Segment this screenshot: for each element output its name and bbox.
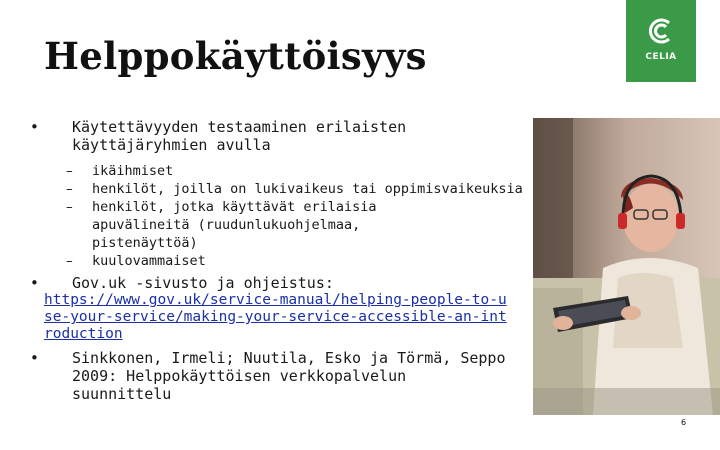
dash-icon: – xyxy=(66,199,73,215)
sub-item xyxy=(30,162,530,180)
slide-content xyxy=(30,118,530,403)
sub-item xyxy=(30,252,530,270)
slide-title: Helppokäyttöisyys xyxy=(44,34,427,78)
bullet-icon: • xyxy=(30,118,39,136)
bullet-icon: • xyxy=(30,274,39,292)
sub-item-text: henkilöt, jotka käyttävät erilaisia apuvälineitä (ruudunlukuohjelmaa, pistenäyttöä) xyxy=(92,199,377,251)
gov-uk-link[interactable]: https://www.gov.uk/service-manual/helping-people-to-use-your-service/making-your-service-accessible-an-introduction xyxy=(44,292,507,342)
bullet-item xyxy=(30,118,452,154)
page-number: 6 xyxy=(681,418,687,427)
sub-item-text: henkilöt, joilla on lukivaikeus tai oppimisvaikeuksia xyxy=(92,181,523,197)
photo-elderly-woman-with-tablet xyxy=(533,118,720,415)
bullet-item xyxy=(30,349,512,403)
celia-logo[interactable] xyxy=(626,0,696,82)
bullet-item xyxy=(30,274,530,292)
dash-icon: – xyxy=(66,253,73,269)
dash-icon: – xyxy=(66,181,73,197)
sub-item-text: ikäihmiset xyxy=(92,163,174,179)
bullet-text: Käytettävyyden testaaminen erilaisten käyttäjäryhmien avulla xyxy=(72,118,407,154)
bullet-text: Gov.uk -sivusto ja ohjeistus: xyxy=(72,274,334,292)
sub-item-text: kuulovammaiset xyxy=(92,253,206,269)
dash-icon: – xyxy=(66,163,73,179)
sub-item xyxy=(30,198,462,252)
bullet-text: Sinkkonen, Irmeli; Nuutila, Esko ja Törmä, Seppo 2009: Helppokäyttöisen verkkopalvelun suunnittelu xyxy=(72,349,506,403)
logo-text: CELIA xyxy=(645,52,677,62)
bullet-icon: • xyxy=(30,349,39,367)
celia-logo-icon xyxy=(647,17,675,45)
sub-item xyxy=(30,180,530,198)
